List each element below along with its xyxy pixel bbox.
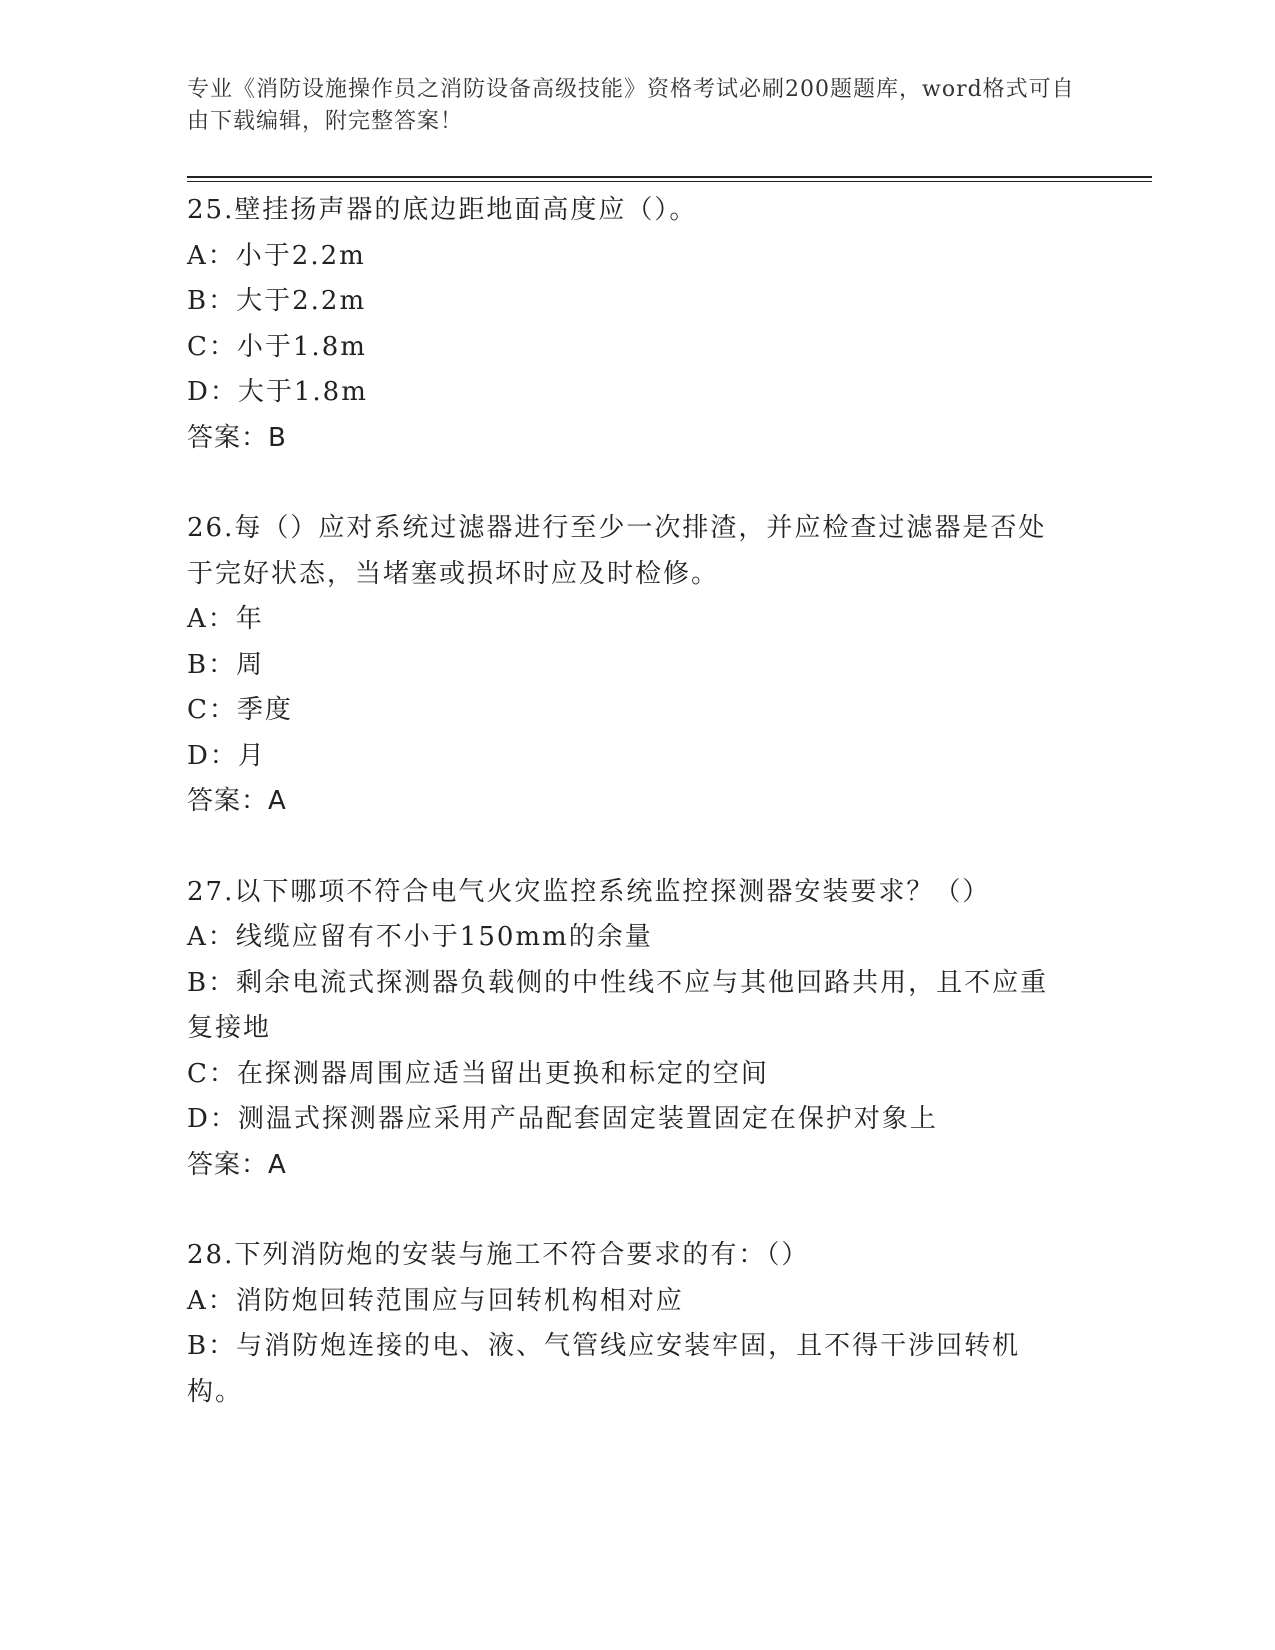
option-b: B：与消防炮连接的电、液、气管线应安装牢固，且不得干涉回转机构。 [187, 1331, 1021, 1407]
option-a: A：小于2.2m [187, 240, 366, 271]
option-c: C：小于1.8m [187, 331, 367, 362]
answer-label: 答案：A [187, 786, 287, 816]
option-d: D：月 [187, 740, 266, 771]
question-stem: 28.下列消防炮的安装与施工不符合要求的有：（） [187, 1240, 810, 1270]
option-b: B：周 [187, 649, 265, 680]
header-rule-thin [187, 181, 1152, 182]
question-26 [187, 506, 1087, 825]
option-b: B：大于2.2m [187, 286, 367, 316]
option-b: B：剩余电流式探测器负载侧的中性线不应与其他回路共用，且不应重复接地 [187, 967, 1049, 1043]
option-d: D：大于1.8m [187, 377, 368, 407]
answer-label: 答案：B [187, 422, 287, 453]
document-header: 专业《消防设施操作员之消防设备高级技能》资格考试必刷200题题库，word格式可自由下载编辑，附完整答案！ [187, 77, 1075, 134]
option-a: A：线缆应留有不小于150mm的余量 [187, 922, 653, 952]
header-rule-thick [187, 176, 1152, 178]
answer-label: 答案：A [187, 1149, 287, 1180]
question-list [187, 188, 1087, 1415]
question-stem: 27.以下哪项不符合电气火灾监控系统监控探测器安装要求？（） [187, 876, 991, 907]
option-c: C：在探测器周围应适当留出更换和标定的空间 [187, 1058, 769, 1089]
question-stem: 26.每（）应对系统过滤器进行至少一次排渣，并应检查过滤器是否处于完好状态，当堵塞或损坏时应及时检修。 [187, 513, 1047, 589]
option-a: A：年 [187, 604, 264, 634]
question-28 [187, 1233, 1087, 1415]
option-a: A：消防炮回转范围应与回转机构相对应 [187, 1285, 684, 1316]
option-c: C：季度 [187, 695, 293, 725]
question-stem: 25.壁挂扬声器的底边距地面高度应（）。 [187, 195, 698, 225]
option-d: D：测温式探测器应采用产品配套固定装置固定在保护对象上 [187, 1104, 938, 1134]
question-27 [187, 870, 1087, 1189]
question-25 [187, 188, 1087, 461]
